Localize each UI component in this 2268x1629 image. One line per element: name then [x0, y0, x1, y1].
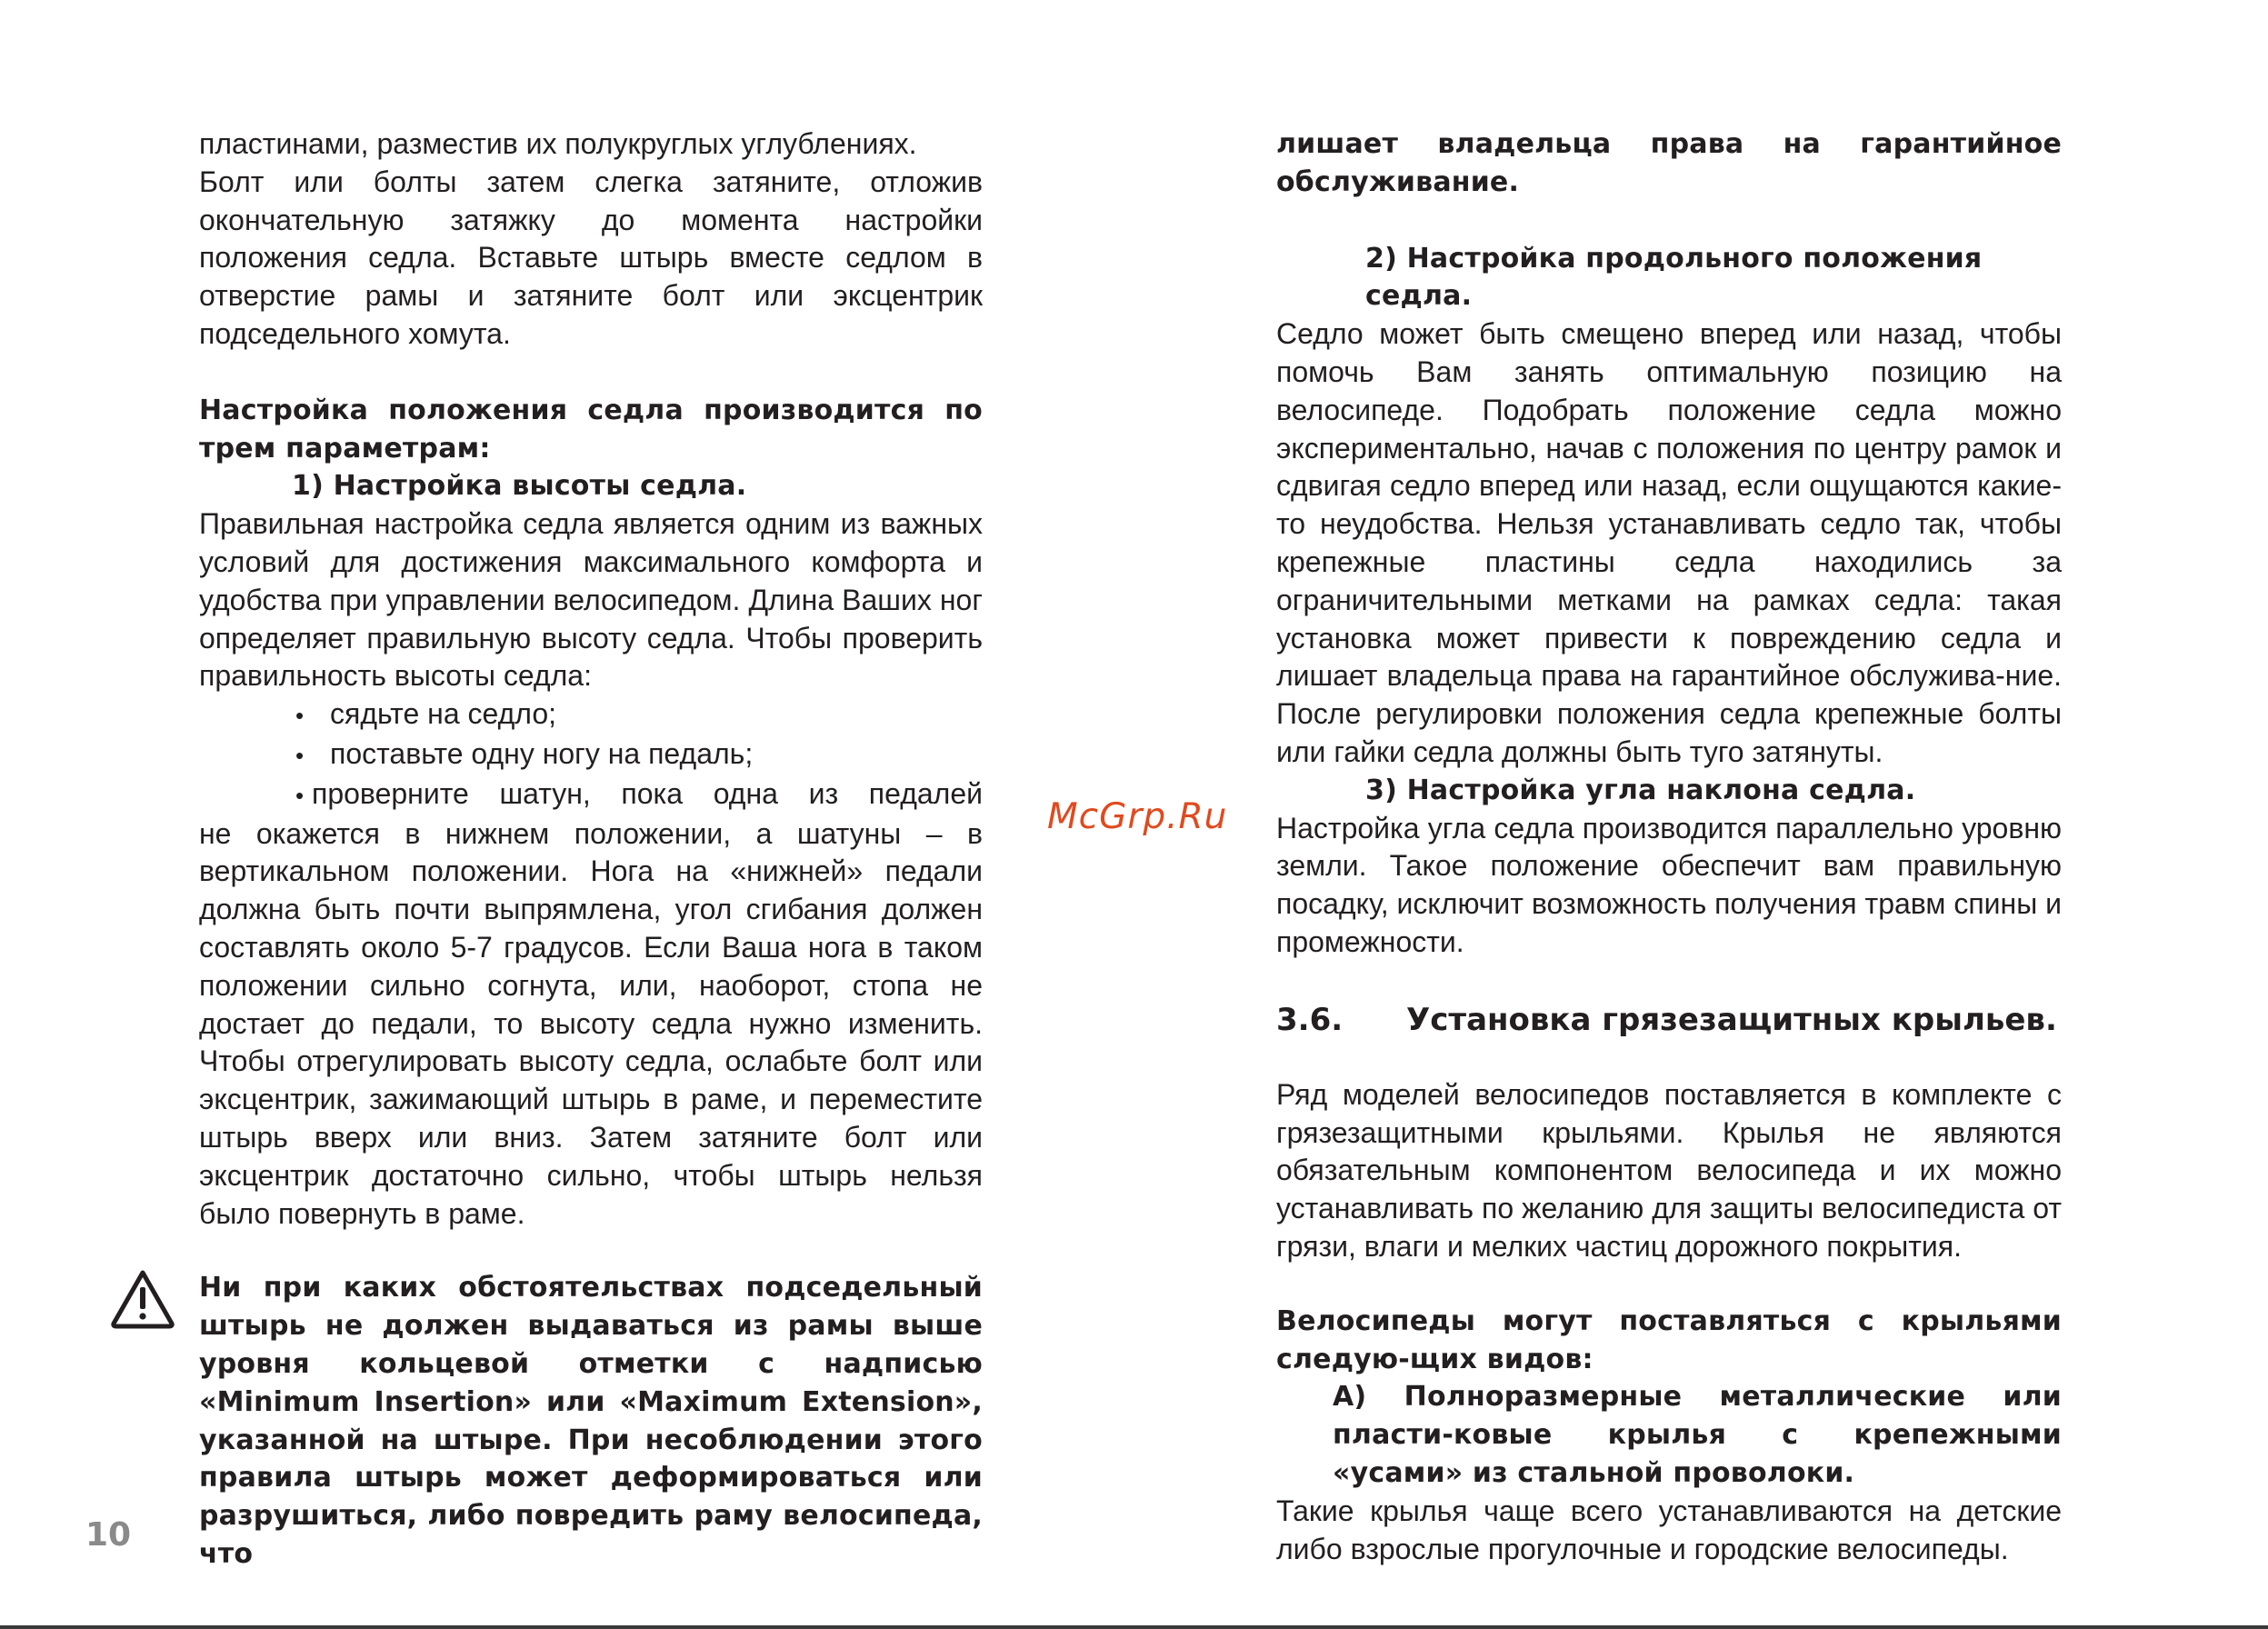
paragraph-fender-type-a: Такие крылья чаще всего устанавливаются на детские либо взрослые прогулочные и городские велосипеды.	[1276, 1494, 2062, 1565]
watermark: McGrp.Ru	[1047, 796, 1228, 837]
paragraph-saddle-angle: Настройка угла седла производится параллельно уровню земли. Такое положение обеспечит вам правильную посадку, исключит возможность получения травм спины и промежности.	[1276, 811, 2062, 958]
section-heading	[1276, 1000, 2062, 1040]
list-item-crank: • проверните шатун, пока одна из педалей	[199, 775, 983, 815]
paragraph-pedal-position: не окажется в нижнем положении, а шатуны – в вертикальном положении. Нога на «нижней» педали должна быть почти выпрямлена, угол сгибания должен составлять около 5-7 градусов. Если Ваша нога в таком положении сильно согнута, или, наоборот, стопа не достает до педали, то высоту седла нужно изменить. Чтобы отрегулировать высоту седла, ослабьте болт или эксцентрик, зажимающий штырь в раме, и переместите штырь вверх или вниз. Затем затяните болт или эксцентрик достаточно сильно, чтобы штырь нельзя было повернуть в раме.	[199, 816, 983, 1230]
spacer	[199, 1233, 983, 1269]
bottom-divider	[0, 1625, 2268, 1629]
subheading-saddle-height: 1) Настройка высоты седла.	[292, 470, 747, 503]
warning-block	[199, 1269, 983, 1573]
bullet-list	[199, 695, 983, 775]
warning-icon	[110, 1269, 175, 1329]
subheading-fender-type-a: А) Полноразмерные металлические или пласти-ковые крылья с крепежными «усами» из стальной проволоки.	[1333, 1381, 2062, 1489]
paragraph-plates: пластинами, разместив их полукруглых углублениях.	[199, 127, 917, 160]
warning-text-continued: лишает владельца права на гарантийное обслуживание.	[1276, 128, 2062, 198]
bullet-icon: •	[295, 741, 305, 769]
subheading-saddle-angle: 3) Настройка угла наклона седла.	[1365, 774, 1916, 806]
list-item: • поставьте одну ногу на педаль;	[199, 735, 983, 775]
section-title: Установка грязезащитных крыльев.	[1406, 1001, 2057, 1038]
spacer	[1276, 1266, 2062, 1303]
bullet-icon: •	[295, 702, 305, 730]
page-number: 10	[85, 1516, 132, 1554]
left-column	[199, 125, 983, 1574]
subheading-saddle-position: 2) Настройка продольного положения седла.	[1365, 242, 1983, 313]
spacer	[1276, 202, 2062, 240]
paragraph-fenders-intro: Ряд моделей велосипедов поставляется в комплекте с грязезащитными крыльями. Крылья не являются обязательным компонентом велосипеда и их можно устанавливать по желанию для защиты велосипедиста от грязи, влаги и мелких частиц дорожного покрытия.	[1276, 1077, 2062, 1263]
spacer	[1276, 1040, 2062, 1076]
spacer	[1276, 962, 2062, 1000]
paragraph-bolt-tightening: Болт или болты затем слегка затяните, отложив окончательную затяжку до момента настройки положения седла. Вставьте штырь вместе седлом в отверстие рамы и затяните болт или эксцентрик подседельного хомута.	[199, 165, 983, 350]
paragraph-saddle-height: Правильная настройка седла является одним из важных условий для достижения максимального комфорта и удобства при управлении велосипедом. Длина Ваших ног определяет правильную высоту седла. Чтобы проверить правильность высоты седла:	[199, 507, 983, 693]
warning-text: Ни при каких обстоятельствах подседельный штырь не должен выдаваться из рамы выше уровня кольцевой отметки с надписью «Minimum Insertion» или «Maximum Extension», указанной на штыре. При несоблюдении этого правила штырь может деформироваться или разрушиться, либо повредить раму велосипеда, что	[199, 1272, 983, 1570]
heading-fender-types: Велосипеды могут поставляться с крыльями следую-щих видов:	[1276, 1304, 2062, 1375]
paragraph-saddle-position: Седло может быть смещено вперед или назад, чтобы помочь Вам занять оптимальную позицию на велосипеде. Подобрать положение седла можно экспериментально, начав с положения по центру рамок и сдвигая седло вперед или назад, если ощущаются какие-то неудобства. Нельзя устанавливать седло так, чтобы крепежные пластины седла находились за ограничительными метками на рамках седла: такая установка может привести к повреждению седла и лишает владельца права на гарантийное обслужива-ние. После регулировки положения седла крепежные болты или гайки седла должны быть туго затянуты.	[1276, 317, 2062, 768]
bullet-icon: •	[295, 781, 305, 809]
section-number: 3.6.	[1276, 1001, 1344, 1038]
spacer	[199, 354, 983, 392]
right-column	[1276, 125, 2062, 1568]
heading-saddle-params: Настройка положения седла производится по трем параметрам:	[199, 394, 983, 465]
list-item: • сядьте на седло;	[199, 695, 983, 735]
